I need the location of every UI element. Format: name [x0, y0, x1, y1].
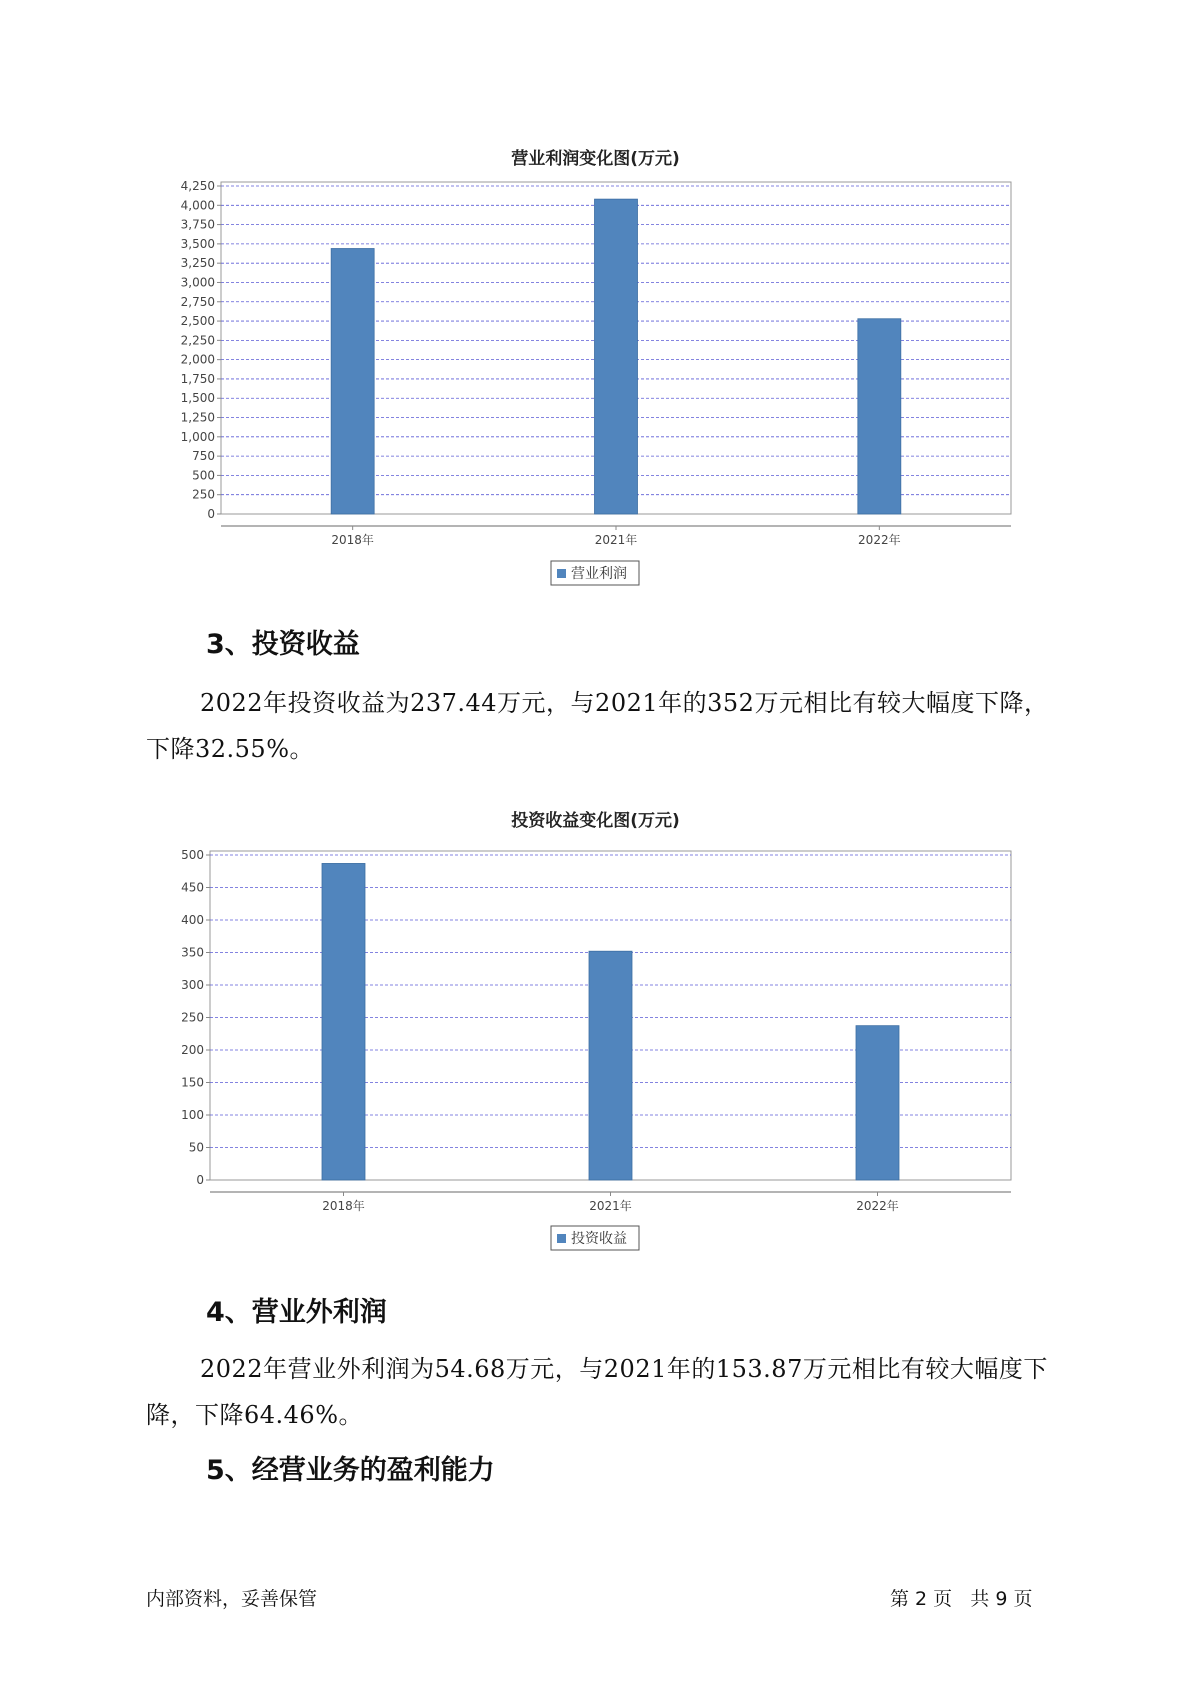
y-tick-label: 2,500	[180, 314, 215, 329]
y-tick-label: 2,750	[180, 294, 215, 309]
x-tick-label: 2018年	[331, 533, 374, 547]
y-tick-label: 1,500	[180, 391, 215, 406]
y-tick-label: 3,000	[180, 275, 215, 290]
section-5-heading: 5、经营业务的盈利能力	[206, 1455, 495, 1486]
y-tick-label: 300	[181, 978, 204, 992]
y-tick-label: 3,500	[180, 236, 215, 251]
bar-2021年	[595, 199, 638, 514]
y-tick-label: 3,750	[180, 217, 215, 232]
section-4-paragraph: 2022年营业外利润为54.68万元，与2021年的153.87万元相比有较大幅度下降，下降64.46%。	[146, 1355, 1048, 1429]
y-tick-label: 0	[207, 507, 215, 521]
y-tick-label: 4,250	[180, 179, 215, 193]
footer-confidential: 内部资料，妥善保管	[146, 1588, 318, 1610]
chart1-title: 营业利润变化图(万元)	[511, 149, 680, 169]
y-tick-label: 50	[188, 1140, 204, 1155]
bar-2021年	[589, 951, 632, 1180]
y-tick-label: 4,000	[180, 198, 215, 213]
bar-2018年	[331, 249, 374, 514]
legend-label: 营业利润	[571, 566, 627, 582]
y-tick-label: 500	[192, 468, 215, 483]
y-tick-label: 200	[181, 1043, 204, 1057]
y-tick-label: 2,250	[180, 333, 215, 348]
y-tick-label: 1,000	[180, 429, 215, 444]
x-tick-label: 2021年	[589, 1199, 632, 1213]
x-tick-label: 2022年	[858, 533, 901, 547]
bar-2022年	[858, 319, 901, 514]
legend-swatch	[557, 569, 566, 578]
y-tick-label: 2,000	[180, 352, 215, 367]
x-tick-label: 2018年	[322, 1199, 365, 1213]
operating-profit-chart	[0, 160, 1191, 600]
bar-2018年	[322, 863, 365, 1180]
y-tick-label: 100	[181, 1108, 204, 1122]
legend-label: 投资收益	[571, 1231, 627, 1247]
legend-swatch	[557, 1234, 566, 1243]
y-tick-label: 0	[196, 1173, 204, 1187]
section-3-paragraph: 2022年投资收益为237.44万元，与2021年的352万元相比有较大幅度下降，下降32.55%。	[146, 689, 1049, 763]
y-tick-label: 450	[181, 880, 204, 895]
y-tick-label: 250	[192, 487, 215, 502]
section-3-heading: 3、投资收益	[206, 629, 360, 660]
y-tick-label: 400	[181, 913, 204, 927]
y-tick-label: 150	[181, 1075, 204, 1090]
x-tick-label: 2022年	[856, 1199, 899, 1213]
y-tick-label: 3,250	[180, 256, 215, 271]
y-tick-label: 1,250	[180, 410, 215, 425]
footer-page-number: 第 2 页 共 9 页	[890, 1588, 1033, 1610]
y-tick-label: 1,750	[180, 371, 215, 386]
investment-income-chart	[0, 826, 1191, 1256]
section-4-heading: 4、营业外利润	[206, 1297, 387, 1328]
y-tick-label: 500	[181, 848, 204, 862]
y-tick-label: 350	[181, 945, 204, 960]
y-tick-label: 750	[192, 449, 215, 464]
x-tick-label: 2021年	[594, 533, 638, 547]
bar-2022年	[856, 1026, 899, 1180]
chart2-title: 投资收益变化图(万元)	[511, 811, 680, 831]
y-tick-label: 250	[181, 1010, 204, 1025]
